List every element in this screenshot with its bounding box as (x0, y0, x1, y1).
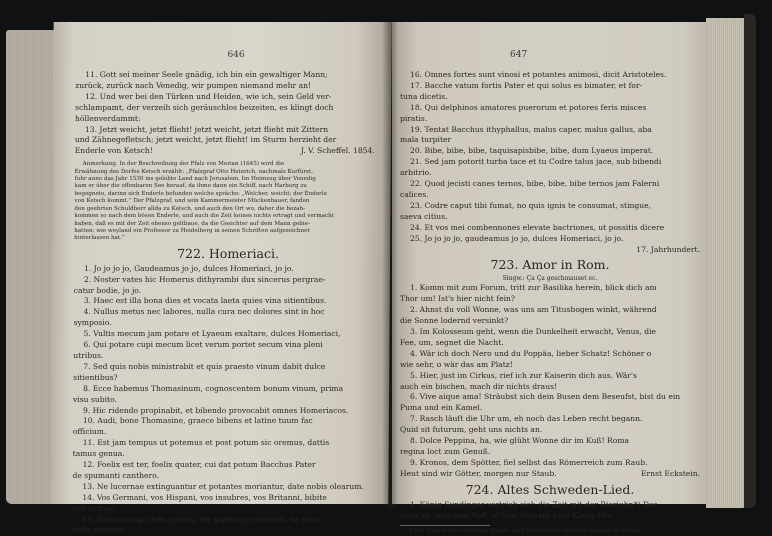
song-line: auch ein bischen, mach dir nichts draus! (400, 381, 558, 391)
song-line: 1. Jo jo jo jo, Gaudeamus jo jo, dulces Homeriaci, jo jo. (83, 263, 294, 273)
song-line: 7. Rasch läuft die Uhr um, eh noch das Leben recht begann. (410, 414, 643, 424)
note-line: Erwähnung des Dorfes Ketsch erzählt: „Pfalzgraf Otto Heinrich, nachmals Kurfürst, (74, 168, 314, 175)
note-line: fuhr anno das Jahr 1530 ins gelobte Land nach Jerusalem. Im Heimzug über Venedig (74, 176, 316, 183)
song-line: gatis urceum. (72, 525, 126, 535)
song-line: sitientibus? (73, 372, 118, 382)
text-line: schlampamt, der verzeih sich geräuschlos beizeiten, es klingt doch (75, 102, 334, 112)
text-line: calices. (400, 189, 429, 199)
song-subtitle: Singw.: Ça Ça geschmauset ec. (502, 275, 598, 283)
right-cover (744, 14, 756, 508)
song-line: symposio. (73, 318, 112, 328)
song-line: regina loct zum Genuß. (400, 447, 491, 456)
text-line: 20. Bibe, bibe, bibe, taquisapisbibe, bibe, dum Lyaeus imperat. (410, 146, 654, 156)
left-page-text (72, 70, 383, 536)
song-line: pro viribus. (72, 503, 117, 513)
song-line: 4. Nullus metus nec labores, nulla cura nec dolores sint in hoc (83, 307, 325, 317)
note-line: begegnete, darinn sich Enderle befunden welche spräche: „Welcher, weicht; der Enderle (74, 190, 327, 197)
right-page-text (400, 70, 700, 535)
note-line: hinterlassen hat.“ (74, 235, 125, 242)
song-title: 724. Altes Schweden-Lied. (465, 481, 635, 497)
song-line: 1. Komm mit zum Forum, tritt zur Basilika herein, blick dich am (410, 283, 657, 293)
song-title: 722. Homeriaci. (177, 245, 280, 261)
song-line: 6. Qui potare cupi mecum licet verum portet secum vina pleni (83, 340, 323, 350)
note-line: von Ketsch kommt.“ Der Pfalzgraf, und sein Kammermeister Mückenbauer, fanden (74, 198, 310, 205)
song-line: 11. Est jam tempus ut potemus et post potum sic oremus, dattis (82, 438, 330, 448)
text-line: saeva citius. (400, 211, 448, 221)
text-line: 17. Bacche vatum fortis Pater et qui solus es bimater, et for- (410, 80, 643, 90)
signature: 17. Jahrhundert. (636, 244, 700, 254)
text-line: tuna dicetis. (400, 91, 448, 101)
song-line: 5. Hier, just im Cirkus, rief ich zur Kaiserin dich aus. Wär's (410, 370, 637, 380)
song-line: de spumanti canthero. (72, 470, 160, 480)
text-line: 19. Tentat Bacchus ithyphallus, malus caper, malus gallus, aba (410, 124, 652, 134)
left-page-number: 646 (227, 50, 245, 60)
text-line: 21. Sed jam potorit turba tace et tu Codre talus jace, sub bibendi (410, 157, 662, 167)
song-line: 8. Dolce Peppina, ha, wie glüht Wonne dir im Kuß! Roma (410, 436, 630, 446)
song-line: 6. Vive aique ama! Sträubst sich dein Busen dem Beseufst, bist du ein (410, 392, 681, 402)
song-line: officium. (72, 427, 107, 437)
song-line: wie sehr, o wär das am Platz! (400, 359, 513, 369)
note-line: Anmerkung. In der Beschreibung der Pfalz von Merian (1645) wird die (82, 161, 285, 168)
song-line: 12. Foelix est ter, foelix quater, cui dat potum Bacchus Pater (82, 460, 316, 470)
song-line: teyte ab manchen Suff, o! Sein Vorsahr hieß König Ufo. (400, 510, 614, 520)
song-line: 3. Haec est illa bona dies et vocata laeta quies vina sitientibus. (83, 296, 327, 306)
song-line: 4. Wär ich doch Nero und du Poppäa, lieber Schatz! Schöner o (410, 348, 652, 358)
text-line: arbitrio. (400, 168, 432, 178)
text-line: 18. Qui delphinos amatores puerorum et potores feris misces (410, 102, 647, 112)
note-line: kommen so nach dem bösen Enderle, und auch die Zeit keines nichts ertragt und vermacht (74, 213, 335, 220)
song-line: visu subito. (73, 394, 117, 404)
text-line: piratis. (400, 113, 428, 123)
text-line: 25. Jo jo jo jo, gaudeamus jo jo, dulces Homeriaci, jo jo. (410, 233, 624, 243)
text-line: 12. Und wer bei den Türken und Heiden, wie ich, sein Geld ver- (85, 91, 332, 101)
right-page-number: 647 (510, 50, 528, 60)
text-line: 22. Quod jecisti canes ternos, bibe, bibe, bibe ternos jam Falerni (410, 179, 660, 189)
song-line: Thor um! Ist's hier nicht fein? (400, 294, 515, 304)
note-line: den geehrten Schuldherr allda zu Ketsch, und auch den Ort wo, daher die bezah- (74, 205, 306, 212)
note-line: hatten: wie weyland ein Professor zu Heidelberg in seinen Schriften aufgezeichnet (74, 227, 310, 234)
text-line: 13. Jetzt weicht, jetzt flieht! jetzt weicht, jetzt flieht mit Zittern (84, 124, 329, 134)
book-gutter (382, 22, 398, 508)
song-line: 2. Ahnst du voll Wonne, was uns am Titusbogen winkt, während (410, 305, 657, 315)
song-line: 10. Audi, bone Thomasine, graece bibens et latine tuum fac (82, 416, 313, 426)
left-page (50, 22, 391, 535)
annotation-note (74, 161, 383, 242)
song-line: 9. Hic ridendo propinabit, et bibendo provocabit omnes Homeriacos. (82, 405, 349, 415)
song-line: 15. Sed vos rogo dum potatis, ter quaterque videatis, ne frus- (82, 514, 320, 524)
song-line: 2. Noster vates hic Homerus dithyrambi dux sincerus pergrae- (83, 274, 326, 284)
song-line: Puma und ein Kamel. (400, 403, 483, 413)
text-line: höllenverdammt: (74, 113, 141, 123)
text-line: Enderle von Ketsch! (74, 146, 153, 156)
song-line: 14. Vos Germani, vos Hispani, vos insubres, vos Britanni, bibite (82, 492, 327, 502)
right-page (392, 22, 708, 534)
song-line: catur bodie, jo jo. (73, 285, 142, 295)
footnote: *) Das Schach der nordischen Könige; auch jetzt noch in oblikaren Kneipen zu treffen. (408, 527, 640, 534)
text-line: 11. Gott sei meiner Seele gnädig, ich bin ein gewaltiger Mann; (85, 70, 328, 79)
song-line: 9. Kronos, dem Spötter, fiel selbst das Römerreich zum Raub. (410, 457, 648, 467)
text-line: 23. Codre caput tibi fumat, no quis ignis te consumat, stingue, (410, 200, 652, 210)
song-line: 5. Vultis mecum jam potare et Lyaeum exaltare, dulces Homeriaci, (83, 329, 341, 339)
song-line: 1. König Sundinger vertrieb sich die Zeit mit der Bierjuhr.*) Das (410, 499, 658, 509)
text-line: mala turpiter (400, 135, 452, 145)
song-line: 3. Im Kolosseum geht, wenn die Dunkelheit erwacht, Venus, die (410, 327, 657, 337)
footnote-rule (400, 525, 490, 526)
song-title: 723. Amor in Rom. (490, 257, 610, 273)
song-line: Heut sind wir Götter, morgen nur Staub. (400, 468, 557, 478)
text-line: 16. Omnes fortes sunt vinosi et potantes animosi, dicit Aristoteles. (410, 70, 667, 79)
song-line: 7. Sed quis nobis ministrabit et quis praesto vinum dabit dulce (83, 361, 326, 371)
text-line: 24. Et vos mei combennones elevate bactriones, ut possitis dicere (410, 222, 665, 232)
right-page-block (706, 18, 748, 508)
song-line: die Sonne lodernd versinkt? (400, 316, 509, 326)
note-line: kam er über die offenbaren See herauf, da ihme dann ein Schiff, nach Harburg zu (74, 183, 307, 190)
signature: J. V. Scheffel. 1854. (300, 146, 375, 156)
song-line: 13. Ne lucernae extinguantur et potantes moriantur, date nobis olearum. (82, 481, 364, 491)
song-line: tamus genua. (72, 449, 125, 459)
signature: Ernst Eckstein. (641, 468, 700, 478)
song-line: utribus. (73, 350, 104, 360)
song-line: Fee, um, segnet die Nacht. (400, 337, 504, 347)
song-line: Quid sit futurum, geht uns nichts an. (400, 425, 543, 435)
text-line: und Zähnegefletsch; jetzt weicht, jetzt flieht! im Sturm herzieht der (74, 135, 337, 145)
left-page-block (6, 30, 56, 504)
text-line: zurück, zurück nach Venedig, wir pumpen niemand mehr an! (75, 80, 312, 90)
note-line: haben, daß es mit der Zeit ebenso geltbaue, da die Gesichter auf dem Mann gebie- (74, 220, 310, 227)
song-line: 8. Ecce habemus Thomasinum, cognoscentem bonum vinum, prima (83, 383, 344, 393)
